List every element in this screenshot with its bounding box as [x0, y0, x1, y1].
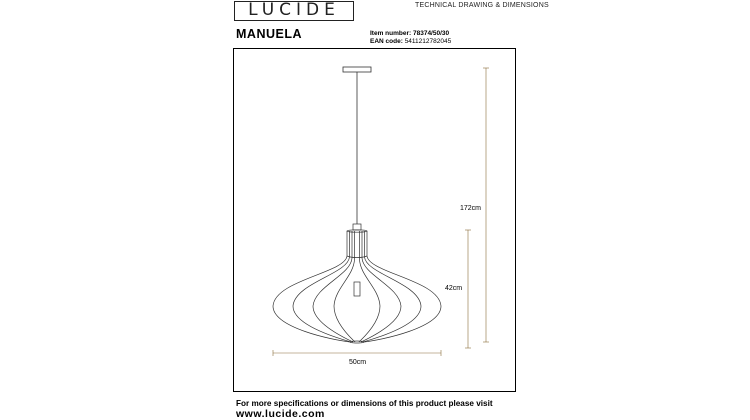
- technical-drawing: [233, 48, 516, 392]
- total-height-label: 172cm: [460, 205, 482, 212]
- shade-height-label: 42cm: [445, 285, 463, 292]
- logo-text: LUCIDE: [234, 1, 354, 21]
- dimension-diameter: [273, 350, 441, 356]
- lucide-logo: [234, 1, 354, 21]
- ean-label: EAN code:: [370, 38, 403, 45]
- document-type-label: TECHNICAL DRAWING & DIMENSIONS: [415, 2, 549, 9]
- product-title: MANUELA: [236, 27, 302, 41]
- bulb-socket: [354, 282, 360, 296]
- ean-row: [370, 38, 451, 45]
- item-number-label: Item number:: [370, 30, 412, 37]
- item-number-value: 78374/50/30: [412, 30, 450, 37]
- ean-value: 5411212782045: [404, 38, 452, 45]
- diameter-label: 50cm: [349, 359, 367, 366]
- footer-info-text: For more specifications or dimensions of this product please visit: [236, 399, 493, 408]
- dimension-shade-height: [465, 230, 471, 348]
- ceiling-canopy: [343, 67, 371, 72]
- website-link[interactable]: www.lucide.com: [236, 408, 325, 420]
- socket-cap: [353, 224, 361, 230]
- dimension-total-height: [483, 68, 489, 342]
- item-number-row: [370, 30, 449, 37]
